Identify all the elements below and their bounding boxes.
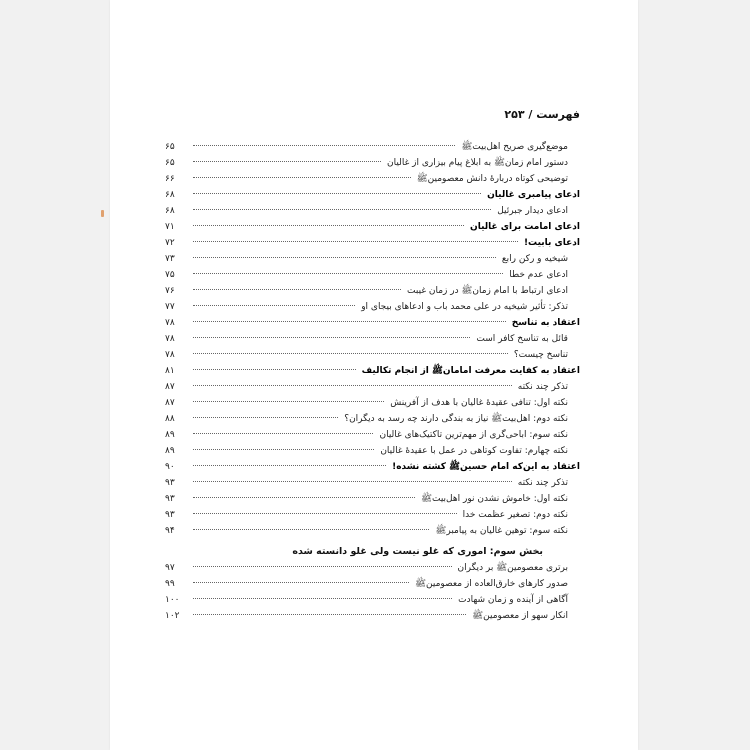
toc-page-number: ۶۸ bbox=[165, 190, 175, 200]
toc-entry bbox=[165, 331, 580, 347]
toc-entry-title: نکته دوم: تصغیر عظمت خدا bbox=[462, 510, 568, 520]
toc-entry bbox=[165, 283, 580, 299]
toc-entry-title: دستور امام زمانﷺ به ابلاغ پیام بیزاری از غالیان bbox=[387, 158, 568, 168]
dot-leader bbox=[193, 193, 481, 194]
toc-entry-title: تذکر چند نکته bbox=[517, 382, 568, 392]
toc-page-number: ۷۸ bbox=[165, 318, 175, 328]
dot-leader bbox=[193, 529, 429, 530]
toc-chapter-entry bbox=[165, 315, 580, 331]
dot-leader bbox=[193, 145, 455, 146]
toc-list-part-three bbox=[165, 560, 580, 624]
toc-entry-title: اعتقاد به تناسخ bbox=[511, 318, 580, 328]
dot-leader bbox=[193, 161, 381, 162]
toc-entry-title: ادعای بابیت! bbox=[523, 238, 580, 248]
dot-leader bbox=[193, 449, 374, 450]
toc-entry bbox=[165, 171, 580, 187]
toc-entry bbox=[165, 576, 580, 592]
toc-entry bbox=[165, 347, 580, 363]
toc-entry bbox=[165, 155, 580, 171]
toc-entry-title: نکته چهارم: تفاوت کوتاهی در عمل با عقیدهٔ غالیان bbox=[380, 446, 568, 456]
toc-entry-title: نکته سوم: توهین غالیان به پیامبرﷺ bbox=[435, 526, 568, 536]
toc-entry-title: اعتقاد به کفایت معرفت امامانﷺ از انجام تکالیف bbox=[361, 366, 580, 376]
toc-entry-title: آگاهی از آینده و زمان شهادت bbox=[458, 595, 568, 605]
toc-page-number: ۸۹ bbox=[165, 430, 175, 440]
toc-entry-title: ادعای دیدار جبرئیل bbox=[497, 206, 568, 216]
toc-entry bbox=[165, 608, 580, 624]
toc-page-number: ۷۲ bbox=[165, 238, 175, 248]
toc-entry bbox=[165, 443, 580, 459]
toc-entry bbox=[165, 139, 580, 155]
toc-entry bbox=[165, 523, 580, 539]
dot-leader bbox=[193, 369, 356, 370]
dot-leader bbox=[193, 353, 508, 354]
toc-entry bbox=[165, 379, 580, 395]
toc-page-number: ۹۳ bbox=[165, 478, 175, 488]
toc-entry-title: انکار سهو از معصومینﷺ bbox=[472, 611, 568, 621]
toc-page-number: ۷۳ bbox=[165, 254, 175, 264]
dot-leader bbox=[193, 289, 401, 290]
toc-entry bbox=[165, 251, 580, 267]
toc-entry bbox=[165, 475, 580, 491]
toc-page-number: ۱۰۰ bbox=[165, 595, 180, 605]
toc-entry-title: ادعای پیامبری غالیان bbox=[487, 190, 580, 200]
dot-leader bbox=[193, 337, 470, 338]
dot-leader bbox=[193, 566, 452, 567]
dot-leader bbox=[193, 497, 415, 498]
toc-page-number: ۸۸ bbox=[165, 414, 175, 424]
toc-page-number: ۸۷ bbox=[165, 398, 175, 408]
dot-leader bbox=[193, 598, 452, 599]
toc-entry-title: نکته سوم: اباحی‌گری از مهم‌ترین تاکتیک‌های غالیان bbox=[379, 430, 568, 440]
toc-entry bbox=[165, 427, 580, 443]
toc-page-number: ۶۶ bbox=[165, 174, 175, 184]
toc-entry-title: ادعای امامت برای غالیان bbox=[470, 222, 580, 232]
dot-leader bbox=[193, 225, 464, 226]
toc-page-number: ۷۶ bbox=[165, 286, 175, 296]
toc-entry-title: نکته اول: خاموش نشدن نور اهل‌بیتﷺ bbox=[421, 494, 568, 504]
toc-page-number: ۹۴ bbox=[165, 526, 175, 536]
dot-leader bbox=[193, 257, 496, 258]
toc-chapter-entry bbox=[165, 187, 580, 203]
dot-leader bbox=[193, 582, 409, 583]
toc-page-number: ۱۰۲ bbox=[165, 611, 180, 621]
toc-entry bbox=[165, 203, 580, 219]
dot-leader bbox=[193, 273, 503, 274]
toc-entry-title: ادعای ارتباط با امام زمانﷺ در زمان غیبت bbox=[407, 286, 568, 296]
toc-page-number: ۷۷ bbox=[165, 302, 175, 312]
section-heading: بخش سوم: اموری که غلو نیست ولی غلو دانسته شده bbox=[292, 546, 543, 557]
toc-page-number: ۹۳ bbox=[165, 494, 175, 504]
toc-entry-title: برتری معصومینﷺ بر دیگران bbox=[457, 563, 568, 573]
toc-entry-title: تذکر: تأثیر شیخیه در علی محمد باب و ادعاهای بیجای او bbox=[361, 302, 568, 312]
toc-entry-title: تناسخ چیست؟ bbox=[513, 350, 568, 360]
toc-page-number: ۶۵ bbox=[165, 158, 175, 168]
toc-entry-title: قائل به تناسخ کافر است bbox=[476, 334, 568, 344]
book-page bbox=[110, 0, 638, 750]
toc-entry-title: توضیحی کوتاه دربارهٔ دانش معصومینﷺ bbox=[416, 174, 568, 184]
toc-chapter-entry bbox=[165, 363, 580, 379]
toc-entry bbox=[165, 592, 580, 608]
toc-entry-title: نکته اول: تنافی عقیدهٔ غالیان با هدف از آفرینش bbox=[390, 398, 568, 408]
toc-entry bbox=[165, 395, 580, 411]
toc-page-number: ۶۸ bbox=[165, 206, 175, 216]
dot-leader bbox=[193, 481, 512, 482]
dot-leader bbox=[193, 177, 411, 178]
toc-entry bbox=[165, 507, 580, 523]
toc-list-part-two bbox=[165, 139, 580, 539]
toc-entry-title: نکته دوم: اهل‌بیتﷺ نیاز به بندگی دارند چه رسد به دیگران؟ bbox=[344, 414, 568, 424]
toc-page-number: ۸۱ bbox=[165, 366, 175, 376]
toc-page-number: ۹۳ bbox=[165, 510, 175, 520]
toc-page-number: ۷۵ bbox=[165, 270, 175, 280]
toc-chapter-entry bbox=[165, 459, 580, 475]
toc-page-number: ۹۹ bbox=[165, 579, 175, 589]
toc-entry-title: موضع‌گیری صریح اهل‌بیتﷺ bbox=[461, 142, 568, 152]
toc-page-number: ۷۸ bbox=[165, 350, 175, 360]
toc-entry-title: اعتقاد به این‌که امام حسینﷺ کشته نشده! bbox=[392, 462, 580, 472]
toc-entry-title: صدور کارهای خارق‌العاده از معصومینﷺ bbox=[415, 579, 568, 589]
dot-leader bbox=[193, 385, 512, 386]
dot-leader bbox=[193, 321, 506, 322]
dot-leader bbox=[193, 433, 373, 434]
toc-entry-title: شیخیه و رکن رابع bbox=[501, 254, 568, 264]
dot-leader bbox=[193, 305, 355, 306]
dot-leader bbox=[193, 417, 338, 418]
toc-chapter-entry bbox=[165, 235, 580, 251]
toc-entry-title: تذکر چند نکته bbox=[517, 478, 568, 488]
toc-page-number: ۹۰ bbox=[165, 462, 175, 472]
toc-page-number: ۸۷ bbox=[165, 382, 175, 392]
toc-entry bbox=[165, 411, 580, 427]
dot-leader bbox=[193, 513, 457, 514]
toc-entry bbox=[165, 299, 580, 315]
page-edge-mark bbox=[101, 210, 104, 217]
toc-entry bbox=[165, 560, 580, 576]
toc-page-number: ۷۸ bbox=[165, 334, 175, 344]
toc-entry bbox=[165, 491, 580, 507]
page-header: فهرست / ۲۵۳ bbox=[504, 108, 580, 121]
toc-page-number: ۶۵ bbox=[165, 142, 175, 152]
dot-leader bbox=[193, 465, 386, 466]
dot-leader bbox=[193, 614, 466, 615]
dot-leader bbox=[193, 401, 384, 402]
toc-chapter-entry bbox=[165, 219, 580, 235]
toc-entry bbox=[165, 267, 580, 283]
toc-page-number: ۹۷ bbox=[165, 563, 175, 573]
dot-leader bbox=[193, 209, 491, 210]
toc-page-number: ۸۹ bbox=[165, 446, 175, 456]
dot-leader bbox=[193, 241, 518, 242]
toc-entry-title: ادعای عدم خطا bbox=[509, 270, 568, 280]
toc-page-number: ۷۱ bbox=[165, 222, 175, 232]
